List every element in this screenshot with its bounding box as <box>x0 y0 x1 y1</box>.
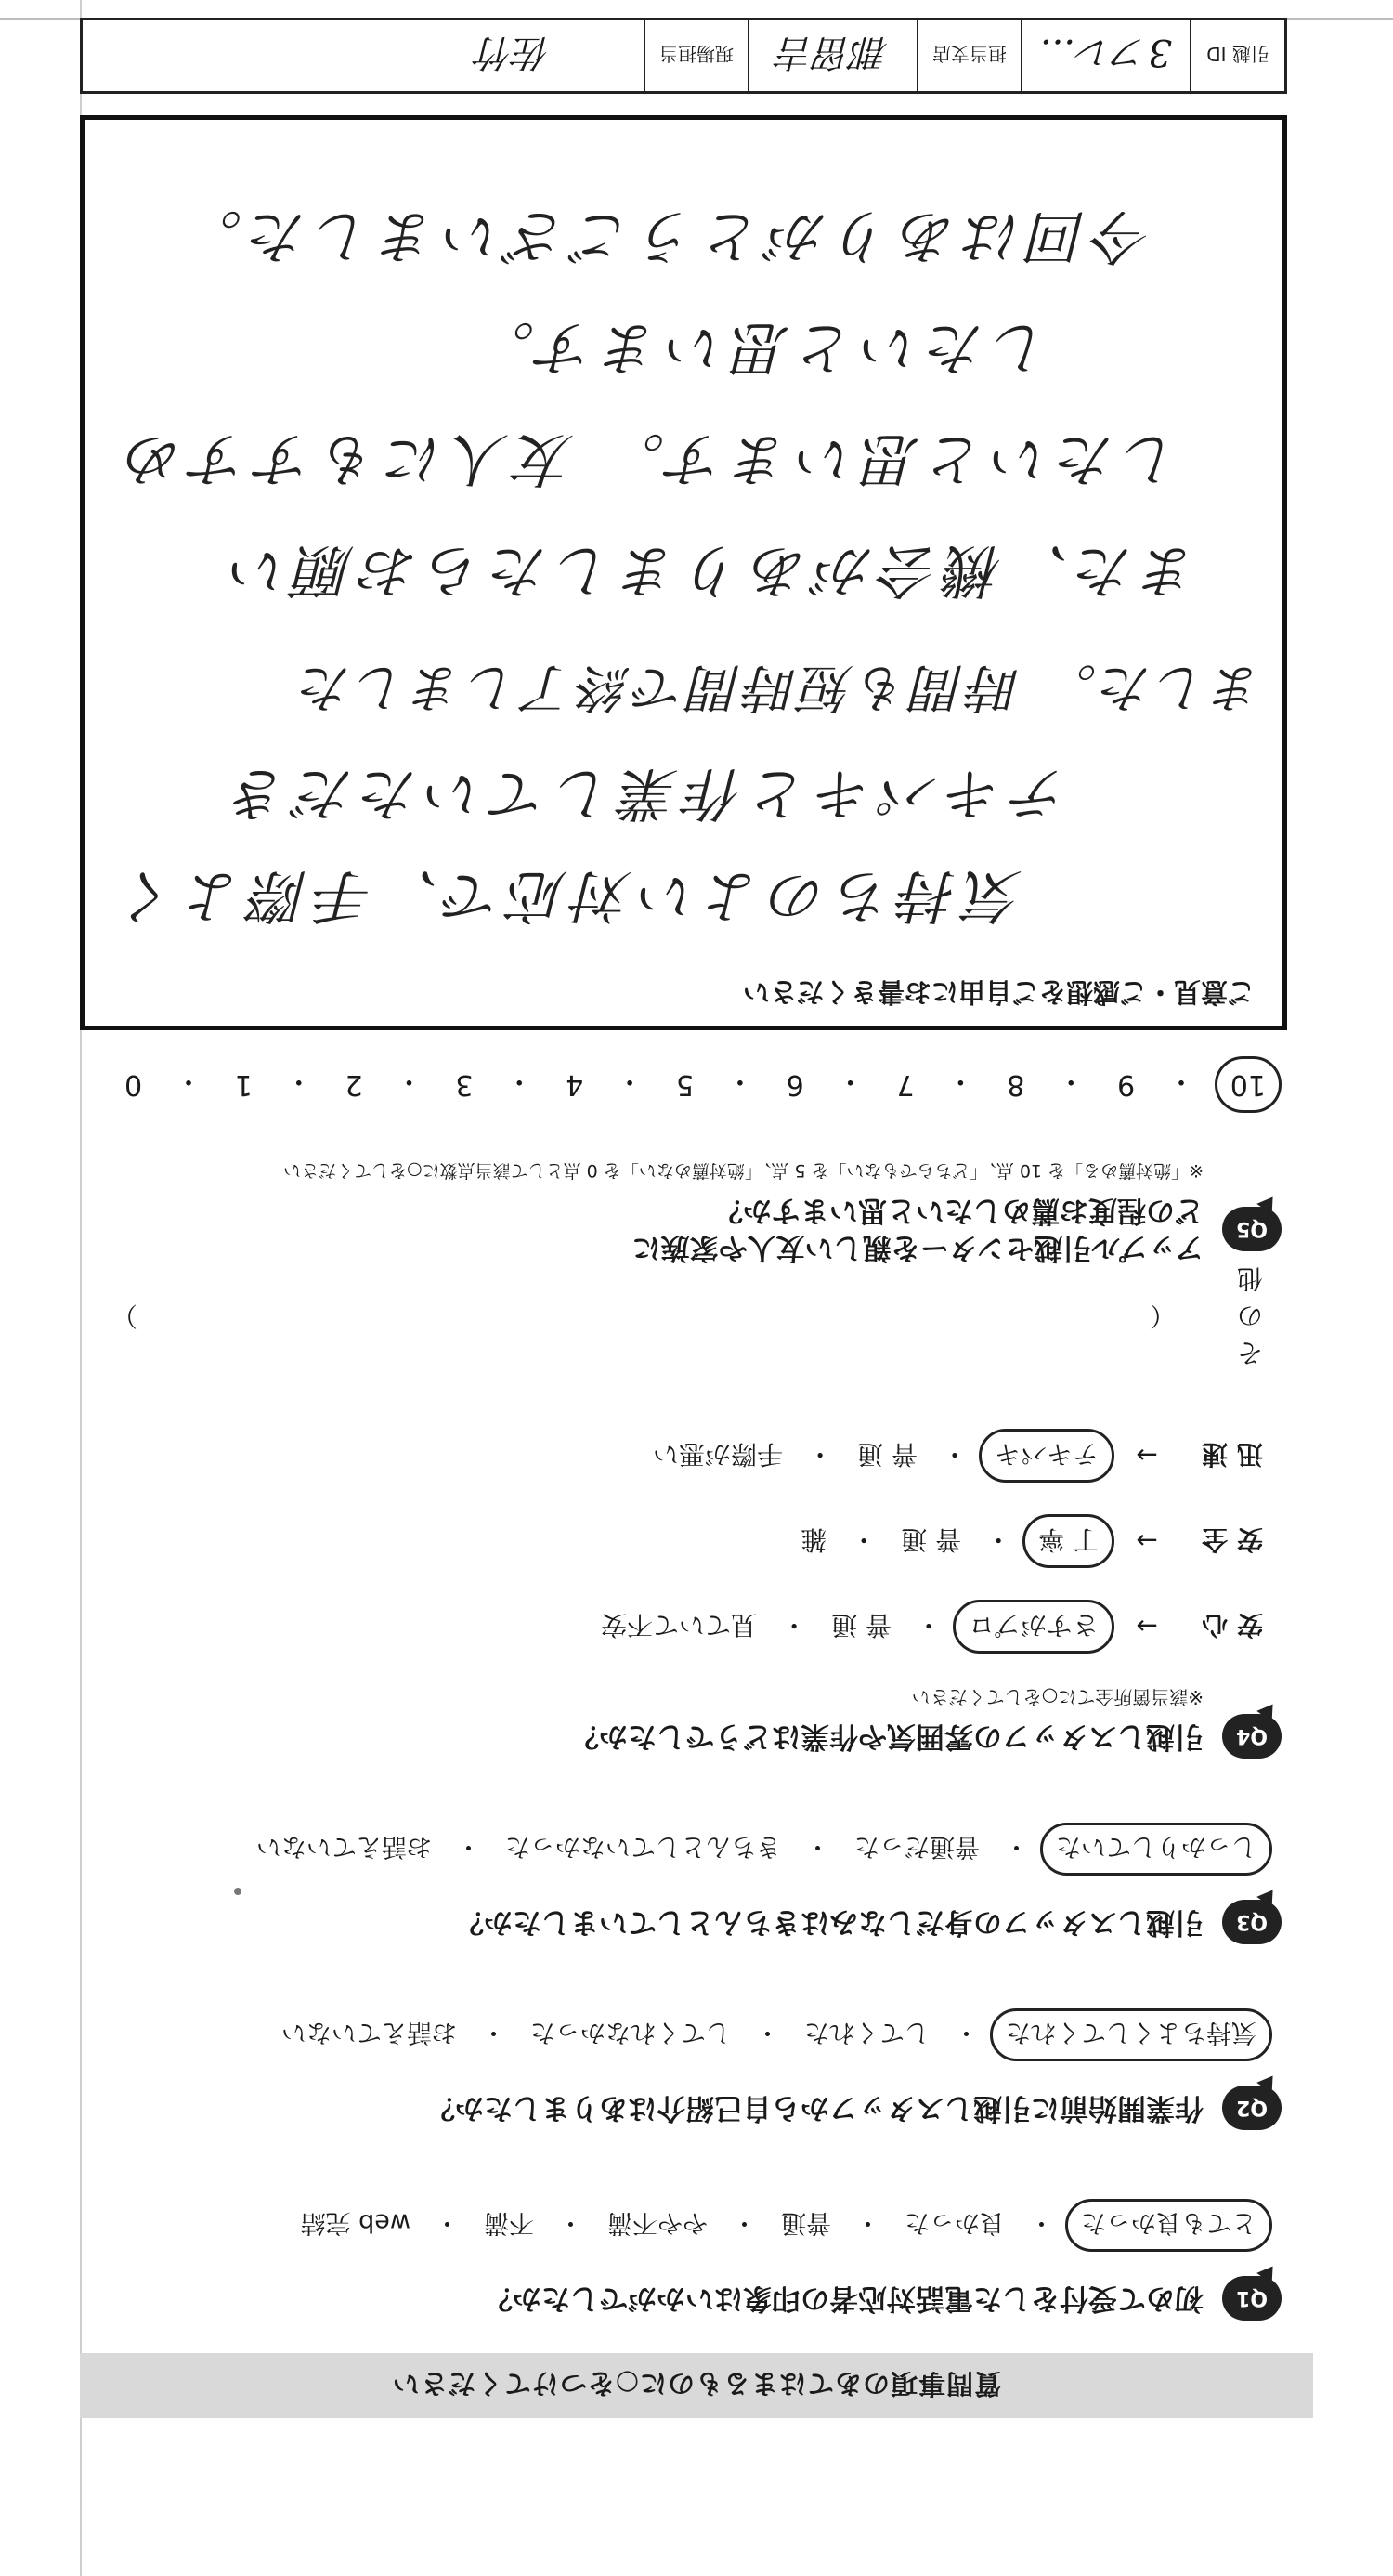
q4-option-selected[interactable]: 丁 寧 <box>1022 1514 1114 1568</box>
stray-mark <box>234 1888 241 1895</box>
table-label: 担当支店 <box>917 20 1021 91</box>
q3-text: 引越しスタッフの身だしなみはきちんとしていましたか？ <box>455 1905 1204 1939</box>
q1-text: 初めて受付をした電話対応者の印象はいかがでしたか？ <box>484 2282 1204 2315</box>
q5-score[interactable]: 1 <box>234 1068 253 1101</box>
q5-score[interactable]: 4 <box>566 1068 584 1101</box>
q5-badge: Q5 <box>1222 1207 1282 1251</box>
comment-line: また、機会がありましたらお願い <box>223 537 1199 605</box>
q5-score[interactable]: 2 <box>345 1068 363 1101</box>
q2-text: 作業開始前に引越しスタッフから自己紹介はありましたか？ <box>426 2091 1204 2125</box>
q4-row-label: 安 心 <box>1202 1610 1263 1641</box>
q1-option[interactable]: 普通 <box>781 2208 831 2237</box>
q3-option[interactable]: 普通だった <box>854 1832 980 1861</box>
q4-other-label: その他 <box>1236 1263 1263 1368</box>
q5-score[interactable]: 5 <box>675 1068 694 1101</box>
table-label: 現場担当 <box>644 20 748 91</box>
instruction-header <box>80 2353 1313 2418</box>
q3-badge: Q3 <box>1222 1900 1282 1944</box>
q2-option[interactable]: してくれなかった <box>530 2018 731 2046</box>
staff-info-table <box>80 18 1287 94</box>
question-4 <box>111 1262 1282 1759</box>
q5-score-selected[interactable]: 10 <box>1215 1056 1282 1113</box>
question-3 <box>111 1823 1282 1944</box>
q5-note: ※「絶対薦める」を 10 点、「どちらでもない」を 5 点、「絶対薦めない」を 0 点として該当点数に○をしてください <box>283 1160 1204 1181</box>
question-1 <box>111 2199 1282 2321</box>
table-handwritten: 佐竹 <box>476 31 551 74</box>
q4-note: ※該当箇所全てに○をしてください <box>911 1686 1204 1708</box>
q1-option[interactable]: 不満 <box>484 2208 534 2237</box>
q4-row-label: 迅 速 <box>1202 1439 1263 1470</box>
comment-line: ました。 時間も短時間で終了しました <box>296 657 1264 717</box>
q5-score[interactable]: 9 <box>1117 1068 1136 1101</box>
arrow-right-icon: → <box>1136 1525 1158 1557</box>
comment-box[interactable] <box>80 115 1287 1030</box>
comment-line: 気持ちのよい対応で、手際よく <box>113 862 1022 930</box>
q2-option[interactable]: お話えていない <box>281 2018 457 2046</box>
q4-other-close: ） <box>111 1301 138 1331</box>
q4-other-row <box>111 1262 1263 1373</box>
comment-line: したいと思います。 友人にもすすめ <box>118 425 1180 493</box>
q4-badge: Q4 <box>1222 1714 1282 1759</box>
question-2 <box>111 2008 1282 2130</box>
q4-option[interactable]: 見ていて不安 <box>601 1610 758 1641</box>
table-label: 引越 ID <box>1190 20 1284 91</box>
q5-text-line2: どの程度お薦めしたいと思いますか？ <box>714 1194 1204 1227</box>
q2-badge: Q2 <box>1222 2086 1282 2130</box>
q4-row-jinsoku: 迅 速 → テキパキ ・ 普 通 ・ 手際が悪い <box>111 1429 1263 1483</box>
q1-options: とても良かった ・ 良かった ・ 普通 ・ やや不満 ・ 不満 ・ web 完結 <box>111 2199 1272 2252</box>
q5-score[interactable]: 3 <box>455 1068 474 1101</box>
q4-row-anzen: 安 全 → 丁 寧 ・ 普 通 ・ 雑 <box>111 1514 1263 1568</box>
table-handwritten: 郡留吉 <box>748 20 917 91</box>
q4-option-selected[interactable]: さすがプロ <box>953 1600 1114 1654</box>
q4-option[interactable]: 手際が悪い <box>653 1439 784 1470</box>
q1-option-selected[interactable]: とても良かった <box>1065 2199 1272 2252</box>
q3-option[interactable]: きちんとしていなかった <box>505 1832 781 1861</box>
q2-option[interactable]: してくれた <box>804 2018 930 2046</box>
comment-line: したいと思います。 <box>469 314 1050 382</box>
q2-option-selected[interactable]: 気持ちよくしてくれた <box>990 2008 1272 2061</box>
q3-options: しっかりしていた ・ 普通だった ・ きちんとしていなかった ・ お話えていない <box>111 1823 1272 1876</box>
q1-option[interactable]: 良かった <box>905 2208 1005 2237</box>
q1-option[interactable]: web 完結 <box>300 2208 410 2237</box>
q4-row-label: 安 全 <box>1202 1524 1263 1555</box>
q5-score[interactable]: 8 <box>1007 1068 1025 1101</box>
q5-scale: 10 ・ 9 ・ 8 ・ 7 ・ 6 ・ 5 ・ 4 ・ 3 ・ 2 ・ 1 ・ 0 <box>111 1056 1282 1113</box>
q1-badge: Q1 <box>1222 2276 1282 2321</box>
comment-title: ご意見・ご感想をご自由にお書きください <box>742 976 1255 1008</box>
q4-option[interactable]: 普 通 <box>831 1610 892 1641</box>
q5-text-line1: アップル引越センターを親しい友人や家族に <box>631 1231 1204 1264</box>
q5-score[interactable]: 7 <box>896 1068 915 1101</box>
q4-option-selected[interactable]: テキパキ <box>979 1429 1114 1483</box>
q4-other-open: （ <box>1150 1301 1177 1331</box>
q1-option[interactable]: やや不満 <box>607 2208 708 2237</box>
q4-row-anshin: 安 心 → さすがプロ ・ 普 通 ・ 見ていて不安 <box>111 1600 1263 1654</box>
arrow-right-icon: → <box>1136 1611 1158 1642</box>
comment-line: テキパキと作業していただき <box>223 760 1069 828</box>
q5-score[interactable]: 6 <box>786 1068 804 1101</box>
q4-option[interactable]: 普 通 <box>857 1439 918 1470</box>
q4-option[interactable]: 普 通 <box>901 1524 962 1555</box>
question-5 <box>111 1159 1282 1266</box>
q4-text: 引越しスタッフの雰囲気や作業はどうでしたか？ <box>570 1720 1204 1753</box>
q2-options: 気持ちよくしてくれた ・ してくれた ・ してくれなかった ・ お話えていない <box>111 2008 1272 2061</box>
arrow-right-icon: → <box>1136 1440 1158 1471</box>
q5-text <box>632 1192 1204 1266</box>
q3-option[interactable]: お話えていない <box>256 1832 432 1861</box>
table-handwritten: 3フレ... <box>1021 20 1190 91</box>
comment-line: 今回はありがとうございました。 <box>176 203 1152 270</box>
q4-option[interactable]: 雑 <box>801 1524 827 1555</box>
q3-option-selected[interactable]: しっかりしていた <box>1040 1823 1272 1876</box>
instruction-text: 質問事項のあてはまるものに○をつけてください <box>391 2368 1002 2400</box>
q5-score[interactable]: 0 <box>124 1068 143 1101</box>
